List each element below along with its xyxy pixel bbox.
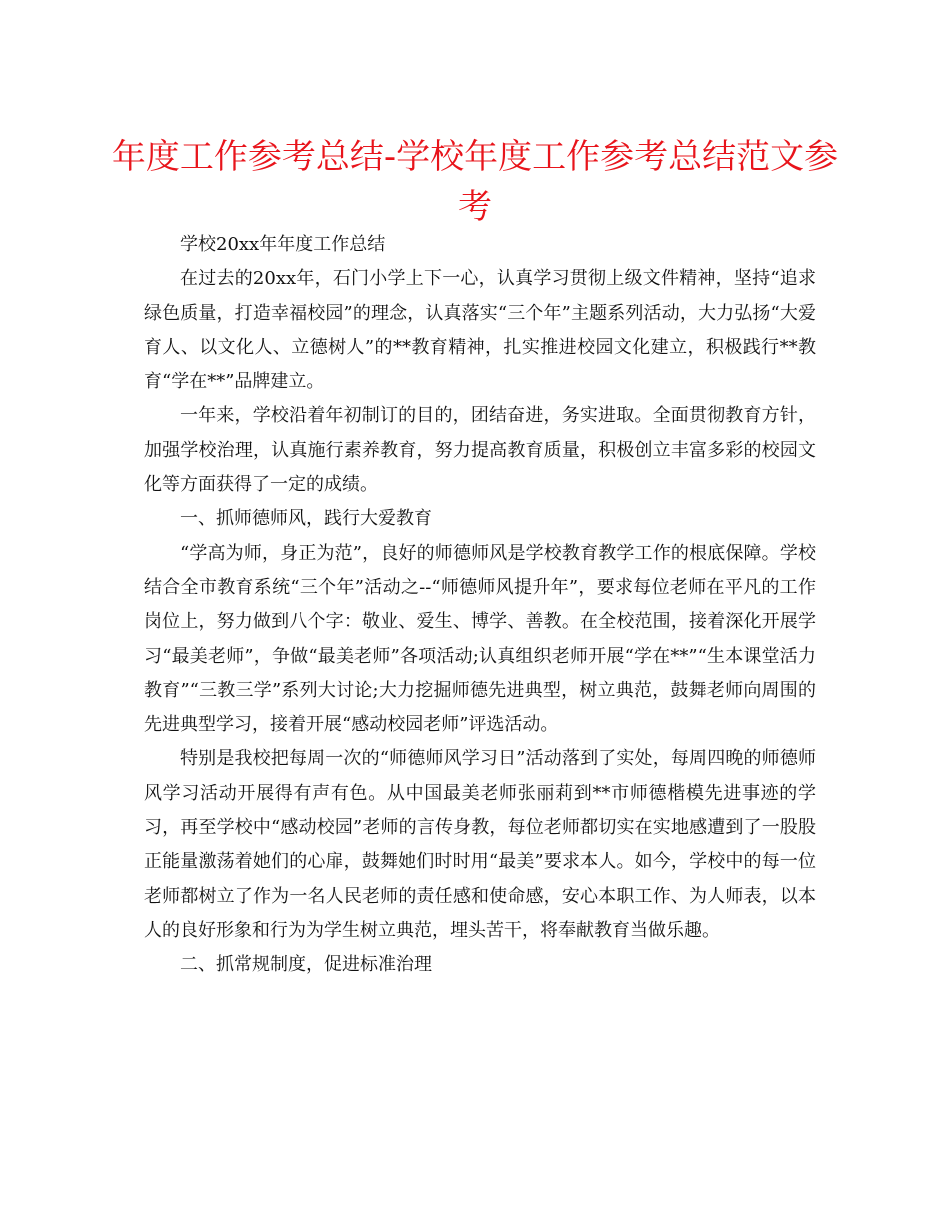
paragraph-section-1b: 特别是我校把每周一次的“师德师风学习日”活动落到了实处，每周四晚的师德师风学习活动开展得有声有色。从中国最美老师张丽莉到**市师德楷模先进事迹的学习，再至学校中“感动校园”老师的言传身教，每位老师都切实在实地感遭到了一股股正能量激荡着她们的心扉，鼓舞她们时时用“最美”要求本人。如今，学校中的每一位老师都树立了作为一名人民老师的责任感和使命感，安心本职工作、为人师表，以本人的良好形象和行为为学生树立典范，埋头苦干，将奉献教育当做乐趣。	[144, 748, 816, 941]
document-body	[144, 228, 816, 983]
doc-subtitle: 学校20xx年年度工作总结	[180, 234, 386, 255]
paragraph-section-1a: “学高为师，身正为范”，良好的师德师风是学校教育教学工作的根底保障。学校结合全市教育系统“三个年”活动之--“师德师风提升年”，要求每位老师在平凡的工作岗位上，努力做到八个字：敬业、爱生、博学、善教。在全校范围，接着深化开展学习“最美老师”，争做“最美老师”各项活动;认真组织老师开展“学在**”“生本课堂活力教育”“三教三学”系列大讨论;大力挖掘师德先进典型，树立典范，鼓舞老师向周围的先进典型学习，接着开展“感动校园老师”评选活动。	[144, 542, 816, 736]
paragraph-summary: 一年来，学校沿着年初制订的目的，团结奋进，务实进取。全面贯彻教育方针，加强学校治理，认真施行素养教育，努力提高教育质量，积极创立丰富多彩的校园文化等方面获得了一定的成绩。	[144, 405, 816, 496]
section-heading-1: 一、抓师德师风，践行大爱教育	[180, 508, 432, 530]
document-title: 年度工作参考总结-学校年度工作参考总结范文参考	[111, 137, 839, 227]
paragraph-intro: 在过去的20xx年，石门小学上下一心，认真学习贯彻上级文件精神，坚持“追求绿色质量，打造幸福校园”的理念，认真落实“三个年”主题系列活动，大力弘扬“大爱育人、以文化人、立德树人”的**教育精神，扎实推进校园文化建立，积极践行**教育“学在**”品牌建立。	[144, 268, 816, 393]
section-heading-2: 二、抓常规制度，促进标准治理	[180, 954, 432, 976]
